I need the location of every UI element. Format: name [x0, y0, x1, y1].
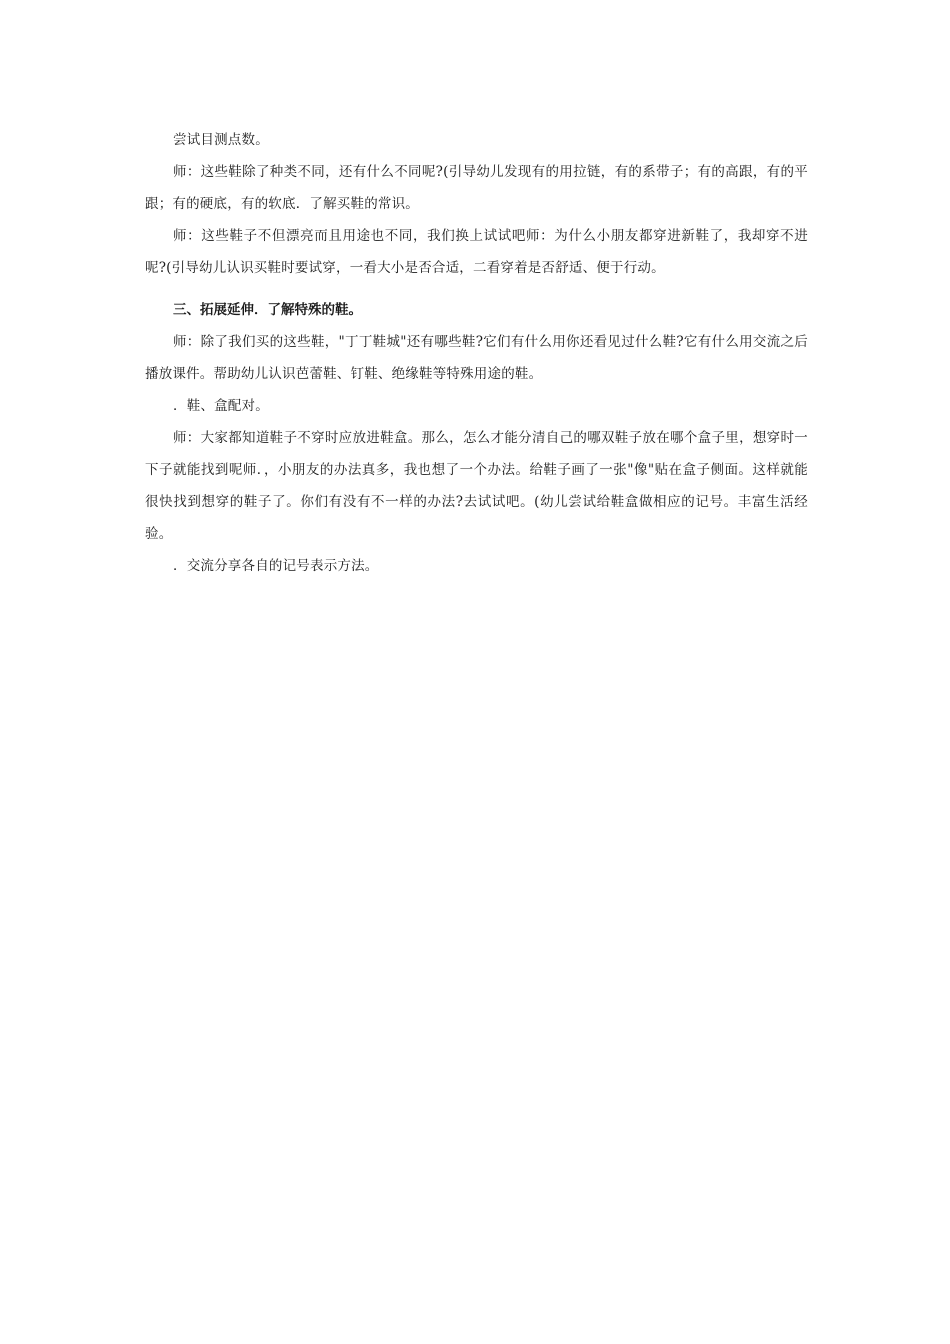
paragraph-shoe-box-marking: 师：大家都知道鞋子不穿时应放进鞋盒。那么，怎么才能分清自己的哪双鞋子放在哪个盒子里，想穿时一下子就能找到呢师．，小朋友的办法真多，我也想了一个办法。给鞋子画了一张"像"贴在盒子侧面。这样就能很快找到想穿的鞋子了。你们有没有不一样的办法?去试试吧。(幼儿尝试给鞋盒做相应的记号。丰富生活经验。	[145, 430, 808, 542]
paragraph-special-shoes: 师：除了我们买的这些鞋，"丁丁鞋城"还有哪些鞋?它们有什么用你还看见过什么鞋?它有什么用交流之后播放课件。帮助幼儿认识芭蕾鞋、钉鞋、绝缘鞋等特殊用途的鞋。	[145, 334, 808, 382]
paragraph-shoe-box-matching: ．鞋、盒配对。	[173, 398, 269, 414]
paragraph-share-methods: ．交流分享各自的记号表示方法。	[173, 558, 379, 574]
paragraph-estimate-count: 尝试目测点数。	[173, 132, 269, 148]
paragraph-try-on-shoes: 师：这些鞋子不但漂亮而且用途也不同，我们换上试试吧师：为什么小朋友都穿进新鞋了，我却穿不进呢?(引导幼儿认识买鞋时要试穿，一看大小是否合适，二看穿着是否舒适、便于行动。	[145, 228, 808, 276]
section-spacer	[145, 284, 808, 294]
section-heading: 三、拓展延伸．了解特殊的鞋。	[173, 302, 362, 318]
paragraph-shoe-differences: 师：这些鞋除了种类不同，还有什么不同呢?(引导幼儿发现有的用拉链，有的系带子；有的高跟，有的平跟；有的硬底，有的软底．了解买鞋的常识。	[145, 164, 808, 212]
document-body	[145, 124, 808, 582]
